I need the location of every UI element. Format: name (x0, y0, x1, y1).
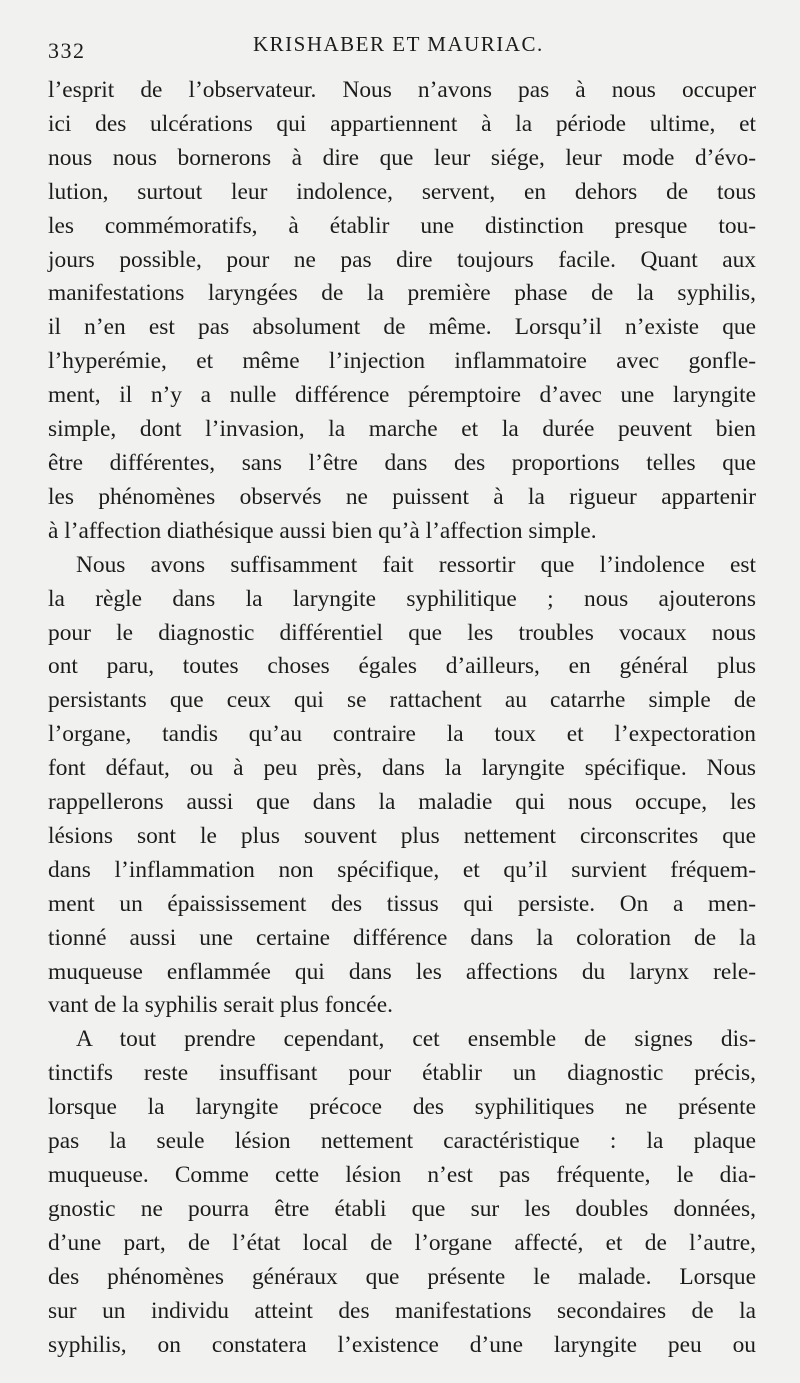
text-line: pas la seule lésion nettement caractéristique : la plaque (48, 1128, 756, 1155)
text-line: nous nous bornerons à dire que leur siége, leur mode d’évo- (48, 144, 756, 171)
text-line: ment, il n’y a nulle différence péremptoire d’avec une laryngite (48, 382, 756, 409)
text-line: tionné aussi une certaine différence dans la coloration de la (48, 924, 756, 951)
text-line: il n’en est pas absolument de même. Lorsqu’il n’existe que (48, 314, 756, 341)
text-line: les phénomènes observés ne puissent à la rigueur appartenir (48, 483, 756, 510)
text-line: simple, dont l’invasion, la marche et la durée peuvent bien (48, 416, 756, 443)
text-line: tinctifs reste insuffisant pour établir un diagnostic précis, (48, 1060, 756, 1087)
text-line: à l’affection diathésique aussi bien qu’à l’affection simple. (48, 517, 597, 544)
paragraph (48, 549, 756, 1024)
text-line: syphilis, on constatera l’existence d’une laryngite peu ou (48, 1331, 756, 1358)
text-line: jours possible, pour ne pas dire toujours facile. Quant aux (48, 246, 756, 273)
text-line: muqueuse enflammée qui dans les affections du larynx rele- (48, 958, 756, 985)
text-line: ment un épaississement des tissus qui persiste. On a men- (48, 890, 756, 917)
paragraph (48, 1023, 756, 1362)
text-line: Nous avons suffisamment fait ressortir que l’indolence est (76, 551, 756, 578)
text-line: vant de la syphilis serait plus foncée. (48, 992, 393, 1019)
text-line: être différentes, sans l’être dans des proportions telles que (48, 449, 756, 476)
text-line: A tout prendre cependant, cet ensemble de signes dis- (76, 1026, 756, 1053)
text-line: lorsque la laryngite précoce des syphilitiques ne présente (48, 1094, 756, 1121)
text-line: l’hyperémie, et même l’injection inflammatoire avec gonfle- (48, 348, 756, 375)
paragraph (48, 74, 756, 549)
text-line: les commémoratifs, à établir une distinction presque tou- (48, 212, 756, 239)
text-line: des phénomènes généraux que présente le malade. Lorsque (48, 1263, 756, 1290)
text-line: la règle dans la laryngite syphilitique ; nous ajouterons (48, 585, 756, 612)
body-text (48, 74, 756, 1362)
text-line: d’une part, de l’état local de l’organe affecté, et de l’autre, (48, 1229, 756, 1256)
text-line: dans l’inflammation non spécifique, et qu’il survient fréquem- (48, 856, 756, 883)
running-title: KRISHABER ET MAURIAC. (253, 32, 544, 56)
page-header (48, 30, 756, 74)
text-line: l’esprit de l’observateur. Nous n’avons pas à nous occuper (48, 77, 756, 103)
page-number: 332 (48, 38, 86, 63)
text-line: font défaut, ou à peu près, dans la laryngite spécifique. Nous (48, 755, 756, 782)
text-line: manifestations laryngées de la première phase de la syphilis, (48, 280, 756, 307)
text-line: ont paru, toutes choses égales d’ailleurs, en général plus (48, 653, 756, 680)
text-line: muqueuse. Comme cette lésion n’est pas fréquente, le dia- (48, 1162, 756, 1188)
text-line: pour le diagnostic différentiel que les troubles vocaux nous (48, 619, 756, 646)
text-line: gnostic ne pourra être établi que sur les doubles données, (48, 1195, 756, 1222)
text-line: lésions sont le plus souvent plus nettement circonscrites que (48, 822, 756, 849)
text-line: ici des ulcérations qui appartiennent à la période ultime, et (48, 110, 756, 137)
text-line: l’organe, tandis qu’au contraire la toux et l’expectoration (48, 721, 756, 748)
text-line: sur un individu atteint des manifestations secondaires de la (48, 1297, 756, 1324)
text-line: persistants que ceux qui se rattachent au catarrhe simple de (48, 687, 756, 714)
text-line: rappellerons aussi que dans la maladie qui nous occupe, les (48, 789, 756, 816)
text-line: lution, surtout leur indolence, servent, en dehors de tous (48, 178, 756, 205)
